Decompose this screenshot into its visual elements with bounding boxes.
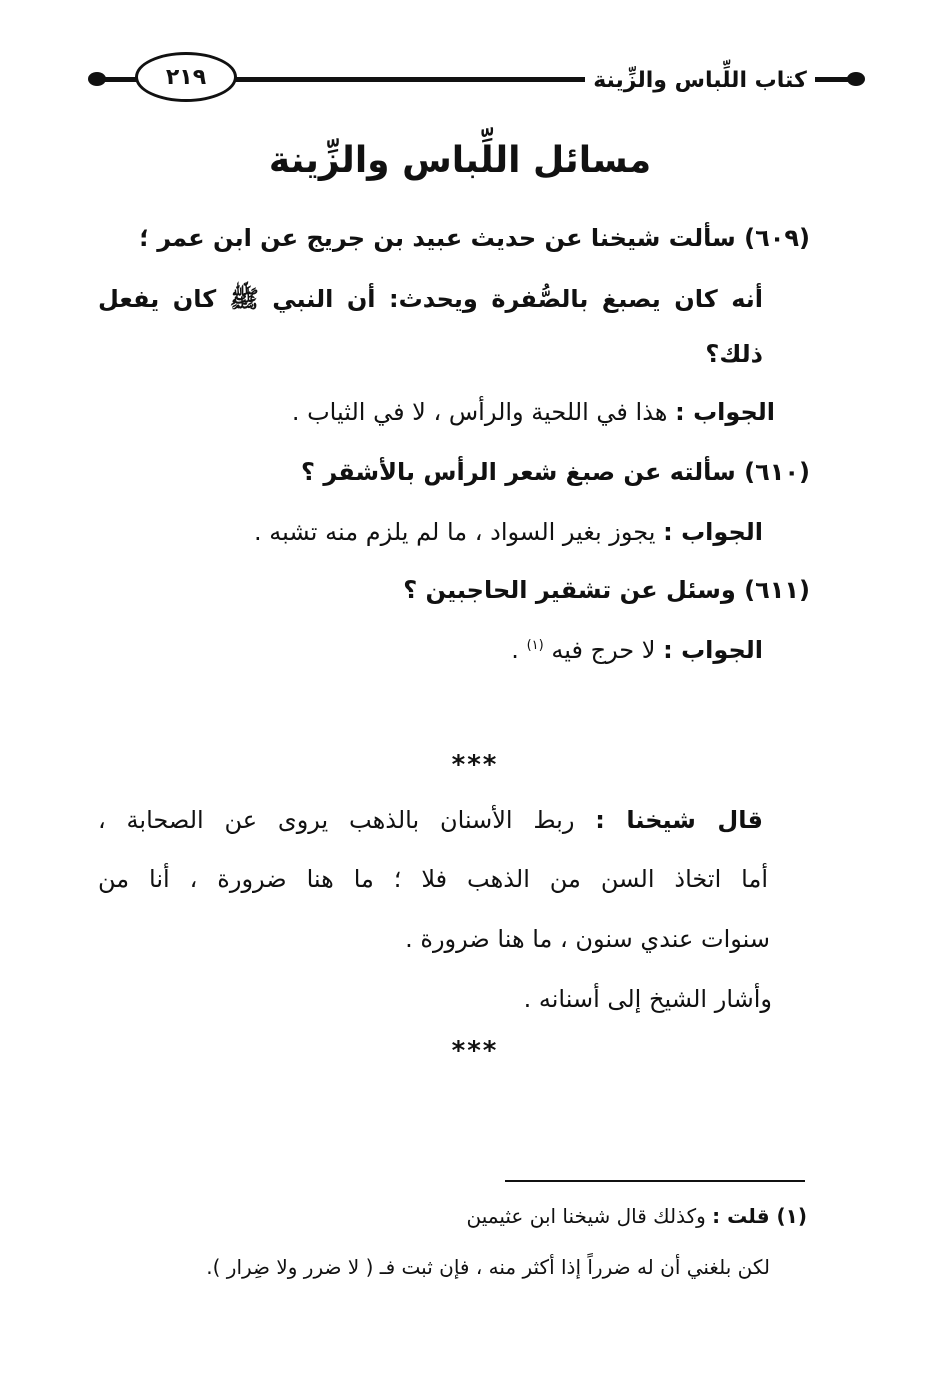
question-line: (٦٠٩) سألت شيخنا عن حديث عبيد بن جريج عن ابن عمر ؛	[139, 224, 810, 252]
footnote-lead: (١) قلت :	[712, 1204, 807, 1228]
page-number-oval	[135, 52, 237, 102]
footnote-line	[467, 1204, 807, 1228]
paragraph-text: ربط الأسنان بالذهب يروى عن الصحابة ،	[98, 806, 575, 834]
paragraph-line	[98, 806, 763, 834]
footnote-text: وكذلك قال شيخنا ابن عثيمين	[466, 1204, 706, 1228]
paragraph-lead: قال شيخنا :	[595, 806, 763, 834]
paragraph-line: وأشار الشيخ إلى أسنانه .	[523, 985, 772, 1013]
question-line: أنه كان يصبغ بالصُّفرة ويحدث: أن النبي ﷺ كان يفعل	[98, 285, 763, 313]
footnote-reference: (١)	[526, 638, 544, 653]
section-title: مسائل اللِّباس والزِّينة	[268, 140, 652, 181]
footnote-rule	[505, 1180, 805, 1182]
separator-stars: ***	[451, 1036, 499, 1066]
paragraph-line: سنوات عندي سنون ، ما هنا ضرورة .	[405, 925, 770, 953]
question-line: (٦١١) وسئل عن تشقير الحاجبين ؟	[403, 576, 810, 604]
question-line: ذلك؟	[705, 340, 763, 368]
paragraph-line: أما اتخاذ السن من الذهب فلا ؛ ما هنا ضرورة ، أنا من	[98, 865, 768, 893]
answer-label: الجواب :	[663, 518, 763, 546]
answer-label: الجواب :	[663, 636, 763, 664]
answer-line	[254, 518, 763, 546]
answer-line	[511, 636, 763, 664]
answer-label: الجواب :	[675, 398, 775, 426]
question-line: (٦١٠) سألته عن صبغ شعر الرأس بالأشقر ؟	[301, 458, 810, 486]
header-rule-end-dot	[847, 72, 865, 86]
answer-text: لا حرج فيه	[551, 636, 656, 664]
header-rule-end-dot	[88, 72, 106, 86]
answer-text: يجوز بغير السواد ، ما لم يلزم منه تشبه .	[254, 518, 656, 546]
answer-line	[292, 398, 775, 426]
page-number: ٢١٩	[165, 64, 207, 90]
answer-text: هذا في اللحية والرأس ، لا في الثياب .	[291, 398, 668, 426]
footnote-line: لكن بلغني أن له ضرراً إذا أكثر منه ، فإن ثبت فـ ( لا ضرر ولا ضِرار ).	[206, 1255, 770, 1279]
separator-stars: ***	[451, 750, 499, 780]
running-header	[585, 60, 815, 100]
answer-end: .	[511, 636, 519, 664]
book-title: كتاب اللِّباس والزِّينة	[593, 67, 807, 93]
